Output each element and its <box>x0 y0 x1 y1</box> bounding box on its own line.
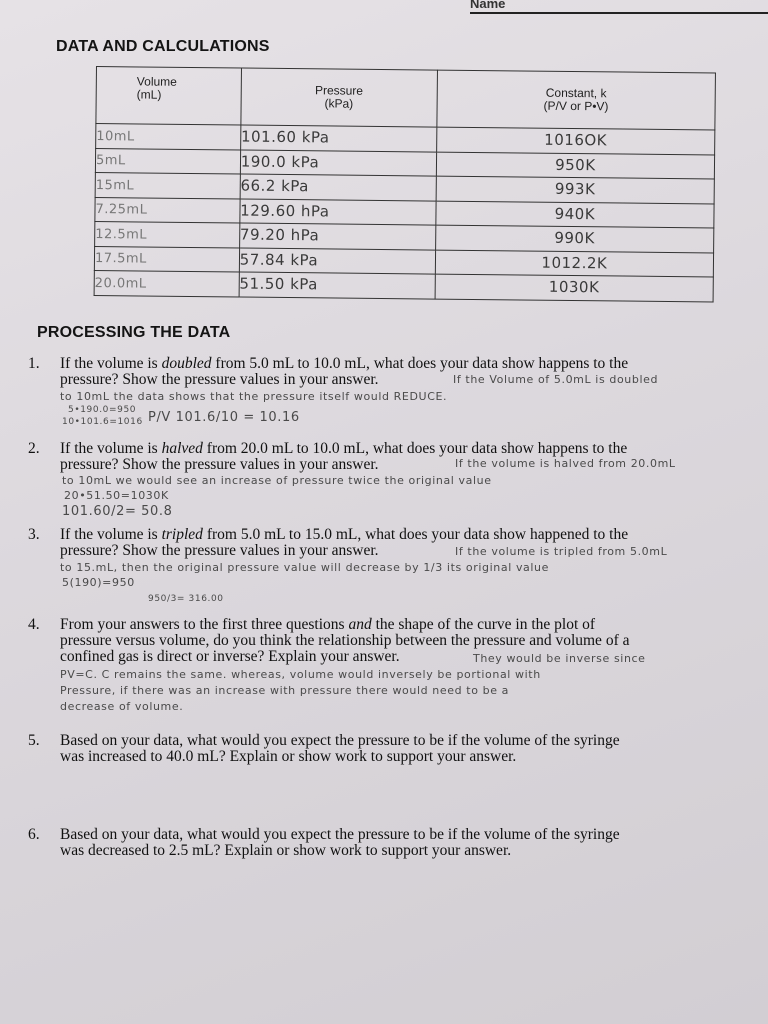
pressure-cell-value: 129.60 hPa <box>240 201 330 221</box>
answer-handwriting: to 10mL the data shows that the pressure itself would REDUCE. <box>60 390 448 403</box>
pressure-cell-value: 66.2 kPa <box>240 176 310 196</box>
answer-handwriting: If the volume is tripled from 5.0mL <box>455 545 668 558</box>
question-number: 5. <box>28 732 40 749</box>
answer-handwriting: to 10mL we would see an increase of pressure twice the original value <box>62 474 492 487</box>
constant-cell-value: 990K <box>554 229 595 248</box>
question-text-line: pressure versus volume, do you think the relationship between the pressure and volume of a <box>60 632 630 649</box>
volume-cell <box>95 221 240 247</box>
question-text-line: If the volume is halved from 20.0 mL to 10.0 mL, what does your data show happens to the <box>60 440 628 457</box>
question-text-line: pressure? Show the pressure values in your answer. <box>60 371 379 388</box>
answer-handwriting: 5(190)=950 <box>62 576 135 589</box>
question-number: 6. <box>28 826 40 843</box>
volume-cell <box>95 148 240 174</box>
volume-cell <box>95 172 240 198</box>
answer-handwriting: Pressure, if there was an increase with pressure there would need to be a <box>60 684 510 697</box>
question-number: 3. <box>28 526 40 543</box>
question-text-line: pressure? Show the pressure values in your answer. <box>60 542 379 559</box>
constant-cell <box>436 152 714 179</box>
pressure-cell-value: 79.20 hPa <box>239 225 320 245</box>
constant-cell-value: 950K <box>555 155 596 174</box>
pressure-cell-value: 57.84 kPa <box>239 250 319 270</box>
processing-title: PROCESSING THE DATA <box>37 324 231 341</box>
constant-cell-value: 993K <box>554 180 596 199</box>
answer-handwriting: to 15.mL, then the original pressure value will decrease by 1/3 its original value <box>60 561 549 574</box>
answer-handwriting: 20•51.50=1030K <box>64 489 169 502</box>
question-number: 2. <box>28 440 40 457</box>
pressure-cell-value: 190.0 kPa <box>240 152 320 172</box>
answer-handwriting: If the volume is halved from 20.0mL <box>455 457 676 470</box>
question-number: 1. <box>28 355 40 372</box>
question-text-line: If the volume is tripled from 5.0 mL to 15.0 mL, what does your data show happened to the <box>60 526 629 543</box>
constant-cell-value: 1016OK <box>544 130 608 150</box>
constant-cell <box>436 201 714 228</box>
constant-cell-value: 1030K <box>548 278 600 297</box>
question-text-line: If the volume is doubled from 5.0 mL to 10.0 mL, what does your data show happens to the <box>60 355 629 372</box>
volume-cell <box>95 197 240 223</box>
pressure-cell <box>239 223 435 250</box>
data-calculations-title: DATA AND CALCULATIONS <box>56 38 270 55</box>
pressure-header <box>241 68 438 127</box>
answer-handwriting: They would be inverse since <box>473 652 646 665</box>
volume-cell <box>94 246 239 272</box>
pressure-cell <box>239 248 435 275</box>
answer-handwriting: P/V 101.6/10 = 10.16 <box>148 410 300 425</box>
question-text-line: confined gas is direct or inverse? Explain your answer. <box>60 648 400 665</box>
pressure-cell <box>240 199 436 226</box>
answer-handwriting: PV=C. C remains the same. whereas, volume would inversely be portional with <box>60 668 541 681</box>
table-row <box>94 270 713 301</box>
question-text-line: Based on your data, what would you expect the pressure to be if the volume of the syringe <box>60 732 620 749</box>
volume-header <box>96 67 241 126</box>
volume-cell-value: 10mL <box>96 128 135 145</box>
pressure-cell <box>240 150 436 177</box>
pressure-header-label: Pressure (kPa) <box>314 83 364 111</box>
constant-cell-value: 1012.2K <box>541 253 608 273</box>
answer-handwriting: 10•101.6=1016 <box>62 417 143 427</box>
constant-cell <box>435 274 713 301</box>
answer-handwriting: decrease of volume. <box>60 700 184 713</box>
answer-handwriting: 950/3= 316.00 <box>148 594 224 604</box>
pressure-cell <box>239 272 435 299</box>
volume-cell-value: 7.25mL <box>95 202 148 218</box>
volume-header-label: Volume (mL) <box>136 74 177 102</box>
constant-cell <box>435 225 713 252</box>
pressure-cell <box>240 174 436 201</box>
question-text-line: pressure? Show the pressure values in your answer. <box>60 456 379 473</box>
question-text-line: From your answers to the first three questions and the shape of the curve in the plot of <box>60 616 596 633</box>
question-text-line: was decreased to 2.5 mL? Explain or show work to support your answer. <box>60 842 512 859</box>
volume-cell-value: 17.5mL <box>94 251 147 267</box>
volume-cell-value: 12.5mL <box>95 226 148 243</box>
answer-handwriting: 5•190.0=950 <box>68 405 137 415</box>
answer-handwriting: 101.60/2= 50.8 <box>62 504 173 519</box>
constant-cell-value: 940K <box>554 204 596 223</box>
pressure-cell <box>240 125 436 152</box>
constant-cell <box>436 127 714 154</box>
table-body <box>94 124 715 302</box>
question-text-line: Based on your data, what would you expect the pressure to be if the volume of the syringe <box>60 826 620 843</box>
constant-header <box>437 70 716 130</box>
constant-header-label: Constant, k (P/V or P•V) <box>543 85 609 114</box>
volume-cell-value: 15mL <box>95 177 135 194</box>
constant-cell <box>435 250 713 277</box>
table-header-row <box>96 67 716 130</box>
volume-cell-value: 20.0mL <box>94 275 147 292</box>
pressure-cell-value: 101.60 kPa <box>240 127 330 147</box>
data-table <box>94 66 716 302</box>
question-text-line: was increased to 40.0 mL? Explain or show work to support your answer. <box>60 748 517 765</box>
volume-cell-value: 5mL <box>95 153 126 169</box>
volume-cell <box>96 124 241 150</box>
pressure-cell-value: 51.50 kPa <box>239 274 319 294</box>
question-number: 4. <box>28 616 40 633</box>
constant-cell <box>436 176 714 203</box>
name-label: Name <box>470 0 506 11</box>
volume-cell <box>94 270 239 296</box>
answer-handwriting: If the Volume of 5.0mL is doubled <box>453 373 659 386</box>
name-line <box>470 0 768 14</box>
